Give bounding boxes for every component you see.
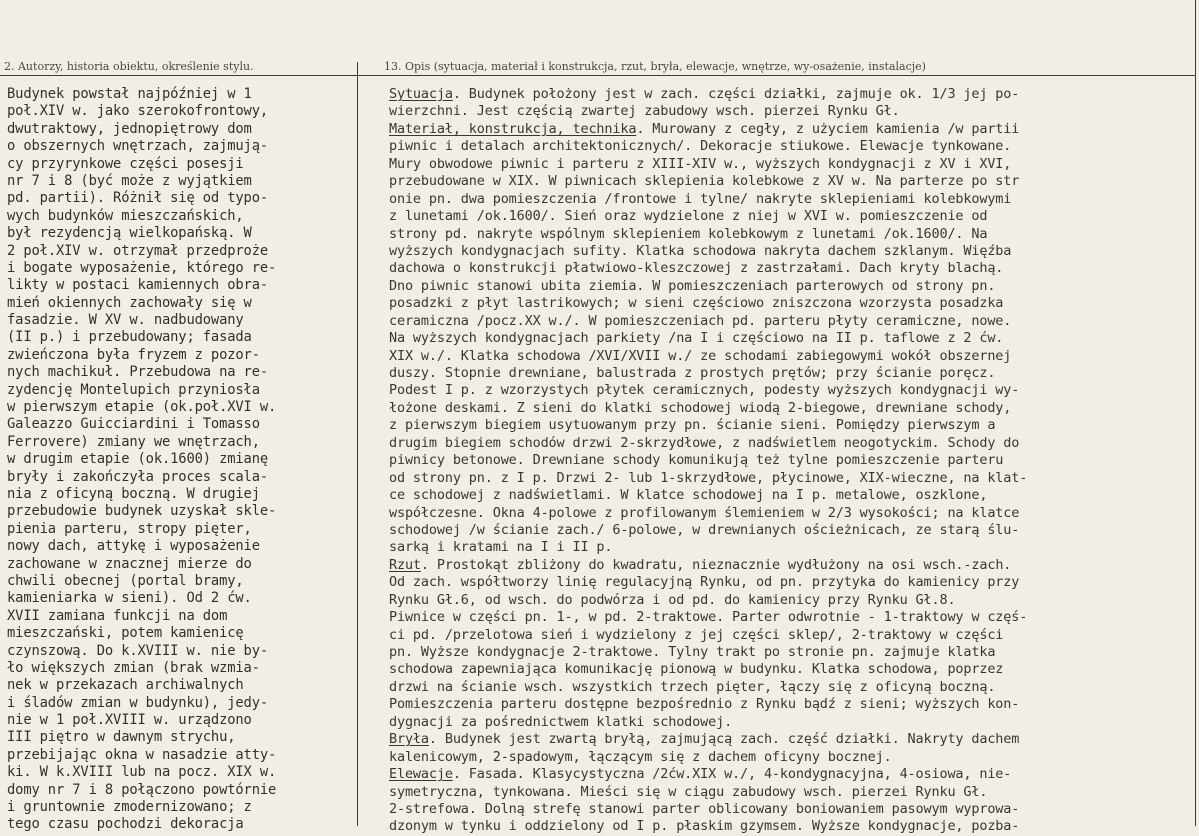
line-text: strony pd. nakryte wspólnym sklepieniem kolebkowym z lunetami /ok.1600/. Na — [389, 225, 988, 242]
text-line — [389, 330, 1195, 347]
text-line: mieszczański, potem kamienicę — [7, 625, 244, 642]
text-line — [389, 121, 1195, 138]
line-text: Dno piwnic stanowi ubita ziemia. W pomieszczeniach parterowych od strony pn. — [389, 277, 996, 294]
description-text-column — [389, 86, 1195, 836]
text-line — [389, 348, 1195, 365]
line-text: posadzki z płyt lastrikowych; w sieni częściowo zniszczona wzorzysta posadzka — [389, 295, 1004, 312]
text-line — [389, 714, 1195, 731]
line-text: współczesne. Okna 4-polowe z profilowanym ślemieniem w 2/3 wysokości; na klatce — [389, 504, 1020, 521]
text-line: 2 poł.XIV w. otrzymał przedproże — [7, 242, 269, 259]
text-line — [389, 539, 1195, 556]
line-text: od strony pn. z I p. Drzwi 2- lub 1-skrzydłowe, płycinowe, XIX-wieczne, na klat- — [389, 469, 1028, 486]
text-line: i bogate wyposażenie, którego re- — [7, 259, 277, 276]
line-text: sarką i kratami na I i II p. — [389, 539, 613, 556]
text-line: ło większych zmian (brak wzmia- — [7, 659, 260, 676]
text-line: ki. W k.XVIII lub na pocz. XIX w. — [7, 764, 277, 781]
text-line — [389, 592, 1195, 609]
line-text: wierzchni. Jest częścią zwartej zabudowy wsch. pierzei Rynku Gł. — [389, 103, 900, 120]
line-text: Podest I p. z wzorzystych płytek ceramicznych, podesty wyższych kondygnacji wy- — [389, 382, 1020, 399]
line-text: ci pd. /przelotowa sień i wydzielony z jej części sklep/, 2-traktowy w części — [389, 626, 1004, 643]
line-text: ce schodowej z nadświetlami. W klatce schodowej na I p. metalowe, oszklone, — [389, 487, 988, 504]
line-text: 2-strefowa. Dolną strefę stanowi parter oblicowany boniowaniem pasowym wyprowa- — [389, 800, 1020, 817]
text-line — [389, 644, 1195, 661]
text-line — [389, 801, 1195, 818]
text-line — [389, 679, 1195, 696]
text-line — [389, 766, 1195, 783]
line-text: ceramiczna /pocz.XX w./. W pomieszczeniach pd. parteru płyty ceramiczne, nowe. — [389, 312, 1012, 329]
line-text: dachowa o konstrukcji płatwiowo-kleszczowej z zastrzałami. Dach kryty blachą. — [389, 260, 1004, 277]
text-line — [389, 505, 1195, 522]
line-text: dygnacji za pośrednictwem klatki schodowej. — [389, 713, 733, 730]
text-line: przebudowie budynek uzyskał skle- — [7, 503, 277, 520]
line-text: Na wyższych kondygnacjach parkiety /na I i częściowo na II p. taflowe z 2 ćw. — [389, 330, 1004, 347]
text-line — [389, 260, 1195, 277]
line-text: pn. Wyższe kondygnacje 2-traktowe. Tylny trakt po stronie pn. zajmuje klatka — [389, 644, 996, 660]
text-line: mień okiennych zachowały się w — [7, 294, 252, 311]
text-line: poł.XIV w. jako szerokofrontowy, — [7, 103, 269, 120]
text-line: nych machikuł. Przebudowa na re- — [7, 364, 269, 381]
text-line — [389, 487, 1195, 504]
text-line — [389, 173, 1195, 190]
text-line — [389, 731, 1195, 748]
text-line — [389, 470, 1195, 487]
text-line: i śladów zmian w budynku), jedy- — [7, 694, 269, 711]
text-line: (II p.) i przebudowany; fasada — [7, 329, 252, 346]
line-text: wyższych kondygnacjach sufity. Klatka schodowa nakryta dachem szklanym. Więźba — [389, 242, 1012, 259]
line-text: XIX w./. Klatka schodowa /XVI/XVII w./ ze schodami zabiegowymi wokół obszernej — [389, 347, 1012, 364]
text-line: nek w przekazach archiwalnych — [7, 677, 244, 694]
top-rule — [0, 75, 1195, 76]
text-line: tego czasu pochodzi dekoracja — [7, 816, 244, 833]
text-line: zachowane w znacznej mierze do — [7, 555, 252, 572]
text-line — [389, 156, 1195, 173]
line-text: z pierwszym biegiem usytuowanym przy pn. ścianie sieni. Pomiędzy pierwszym a — [389, 417, 996, 434]
section-label: Bryła — [389, 731, 429, 748]
text-line — [389, 609, 1195, 626]
line-text: Od zach. współtworzy linię regulacyjną Rynku, od pn. przytyka do kamienicy przy — [389, 574, 1020, 591]
text-line: chwili obecnej (portal bramy, — [7, 572, 244, 589]
text-line: przebijając okna w nasadzie atty- — [7, 746, 277, 763]
section-label: Elewacje — [389, 766, 453, 783]
text-line — [389, 435, 1195, 452]
text-line: dwutraktowy, jednopiętrowy dom — [7, 120, 252, 137]
text-line — [389, 86, 1195, 103]
text-line: Ferrovere) zmiany we wnętrzach, — [7, 433, 260, 450]
section-13-heading: 13. Opis (sytuacja, materiał i konstrukcja, rzut, bryła, elewacje, wnętrze, wy-osażenie, instalacje) — [384, 60, 926, 73]
text-line: o obszernych wnętrzach, zajmują- — [7, 138, 269, 155]
text-line: nr 7 i 8 (być może z wyjątkiem — [7, 172, 252, 189]
line-text: . Budynek położony jest w zach. części działki, zajmuje ok. 1/3 jej po- — [452, 86, 1020, 102]
text-line — [389, 784, 1195, 801]
line-text: . Fasada. Klasycystyczna /2ćw.XIX w./, 4-kondygnacyjna, 4-osiowa, nie- — [452, 766, 1012, 783]
text-line — [389, 208, 1195, 225]
text-line — [389, 557, 1195, 574]
text-line — [389, 574, 1195, 591]
text-line: pienia parteru, stropy pięter, — [7, 520, 252, 537]
text-line: czynszową. Do k.XVIII w. nie by- — [7, 642, 269, 659]
line-text: przebudowane w XIX. W piwnicach sklepienia kolebkowe z XV w. Na parterze po str — [389, 173, 1020, 190]
text-line: był rezydencją wielkopańską. W — [7, 225, 252, 242]
line-text: z lunetami /ok.1600/. Sień oraz wydzielone z niej w XVI w. pomieszczenie od — [389, 208, 988, 225]
text-line: cy przyrynkowe części posesji — [7, 155, 244, 172]
text-line: likty w postaci kamiennych obra- — [7, 277, 269, 294]
text-line — [389, 661, 1195, 678]
line-text: Pomieszczenia parteru dostępne bezpośrednio z Rynku bądź z sieni; wyższych kon- — [389, 696, 1020, 713]
right-edge-rule — [1195, 0, 1196, 826]
line-text: Mury obwodowe piwnic i parteru z XIII-XIV w., wyższych kondygnacji z XV i XVI, — [389, 155, 1012, 172]
line-text: Rynku Gł.6, od wsch. do podwórza i od pd. do kamienicy przy Rynku Gł.8. — [389, 591, 956, 608]
text-line — [389, 400, 1195, 417]
line-text: symetryczna, tynkowana. Mieści się w ciągu zabudowy wsch. pierzei Rynku Gł. — [389, 783, 988, 800]
text-line — [389, 365, 1195, 382]
text-line — [389, 138, 1195, 155]
text-line — [389, 417, 1195, 434]
text-line: wych budynków mieszczańskich, — [7, 207, 244, 224]
text-line — [389, 191, 1195, 208]
text-line — [389, 278, 1195, 295]
text-line: w pierwszym etapie (ok.poł.XVI w. — [7, 399, 277, 416]
line-text: piwnicy betonowe. Drewniane schody komunikują też tylne pomieszczenie parteru — [389, 452, 1004, 469]
text-line — [389, 522, 1195, 539]
line-text: dzonym w tynku i oddzielony od I p. płaskim gzymsem. Wyższe kondygnacje, pozba- — [389, 818, 1020, 835]
text-line: Galeazzo Guicciardini i Tomasso — [7, 416, 260, 433]
line-text: . Murowany z cegły, z użyciem kamienia /w partii — [636, 120, 1020, 137]
text-line: III piętro w dawnym strychu, — [7, 729, 236, 746]
line-text: . Prostokąt zbliżony do kwadratu, nieznacznie wydłużony na osi wsch.-zach. — [420, 556, 1012, 573]
column-divider — [357, 62, 358, 826]
line-text: . Budynek jest zwartą bryłą, zajmującą zach. część działki. Nakryty dachem — [428, 731, 1020, 748]
text-line: w drugim etapie (ok.1600) zmianę — [7, 451, 269, 468]
text-line: domy nr 7 i 8 połączono powtórnie — [7, 781, 277, 798]
line-text: drzwi na ścianie wsch. wszystkich trzech pięter, łączy się z oficyną boczną. — [389, 678, 996, 695]
section-label: Rzut — [389, 556, 421, 573]
text-line — [389, 226, 1195, 243]
text-line: nowy dach, attykę i wyposażenie — [7, 538, 260, 555]
text-line — [389, 243, 1195, 260]
line-text: kalenicowym, 2-spadowym, łączącym się z dachem oficyny bocznej. — [389, 748, 892, 765]
text-line: zydencję Montelupich przyniosła — [7, 381, 260, 398]
text-line: pd. partii). Różnił się od typo- — [7, 190, 269, 207]
line-text: drugim biegiem schodów drzwi 2-skrzydłowe, z nadświetlem neogotyckim. Schody do — [389, 434, 1020, 451]
text-line: fasadzie. W XV w. nadbudowany — [7, 312, 244, 329]
text-line: bryły i zakończyła proces scala- — [7, 468, 269, 485]
text-line: zwieńczona była fryzem z pozor- — [7, 346, 260, 363]
text-line — [389, 749, 1195, 766]
text-line: kamieniarka w sieni). Od 2 ćw. — [7, 590, 252, 607]
section-label: Materiał, konstrukcja, technika — [389, 120, 637, 137]
line-text: piwnic i detalach architektonicznych/. Dekoracje stiukowe. Elewacje tynkowane. — [389, 138, 1012, 155]
text-line: nie w 1 poł.XVIII w. urządzono — [7, 712, 252, 729]
text-line — [389, 818, 1195, 835]
text-line — [389, 295, 1195, 312]
text-line — [389, 313, 1195, 330]
line-text: schodowej /w ścianie zach./ 6-polowe, w drewnianych ościeżnicach, ze starą ślu- — [389, 521, 1020, 538]
history-text-column — [7, 86, 347, 834]
line-text: Piwnice w części pn. 1-, w pd. 2-traktowe. Parter odwrotnie - 1-traktowy w częś- — [389, 609, 1028, 626]
text-line: Budynek powstał najpóźniej w 1 — [7, 86, 252, 102]
line-text: schodowa zapewniająca komunikację pionową w budynku. Klatka schodowa, poprzez — [389, 661, 1004, 678]
section-2-heading: 2. Autorzy, historia obiektu, określenie stylu. — [4, 60, 254, 73]
text-line: i gruntownie zmodernizowano; z — [7, 799, 252, 816]
text-line — [389, 382, 1195, 399]
line-text: łożone deskami. Z sieni do klatki schodowej wiodą 2-biegowe, drewniane schody, — [389, 399, 1012, 416]
text-line — [389, 627, 1195, 644]
section-label: Sytuacja — [389, 86, 453, 102]
line-text: duszy. Stopnie drewniane, balustrada z prostych prętów; przy ścianie poręcz. — [389, 365, 996, 381]
text-line: nia z oficyną boczną. W drugiej — [7, 485, 260, 502]
text-line — [389, 452, 1195, 469]
text-line — [389, 696, 1195, 713]
line-text: onie pn. dwa pomieszczenia /frontowe i tylne/ nakryte sklepieniami kolebkowymi — [389, 190, 1012, 207]
text-line: XVII zamiana funkcji na dom — [7, 607, 228, 624]
text-line — [389, 103, 1195, 120]
